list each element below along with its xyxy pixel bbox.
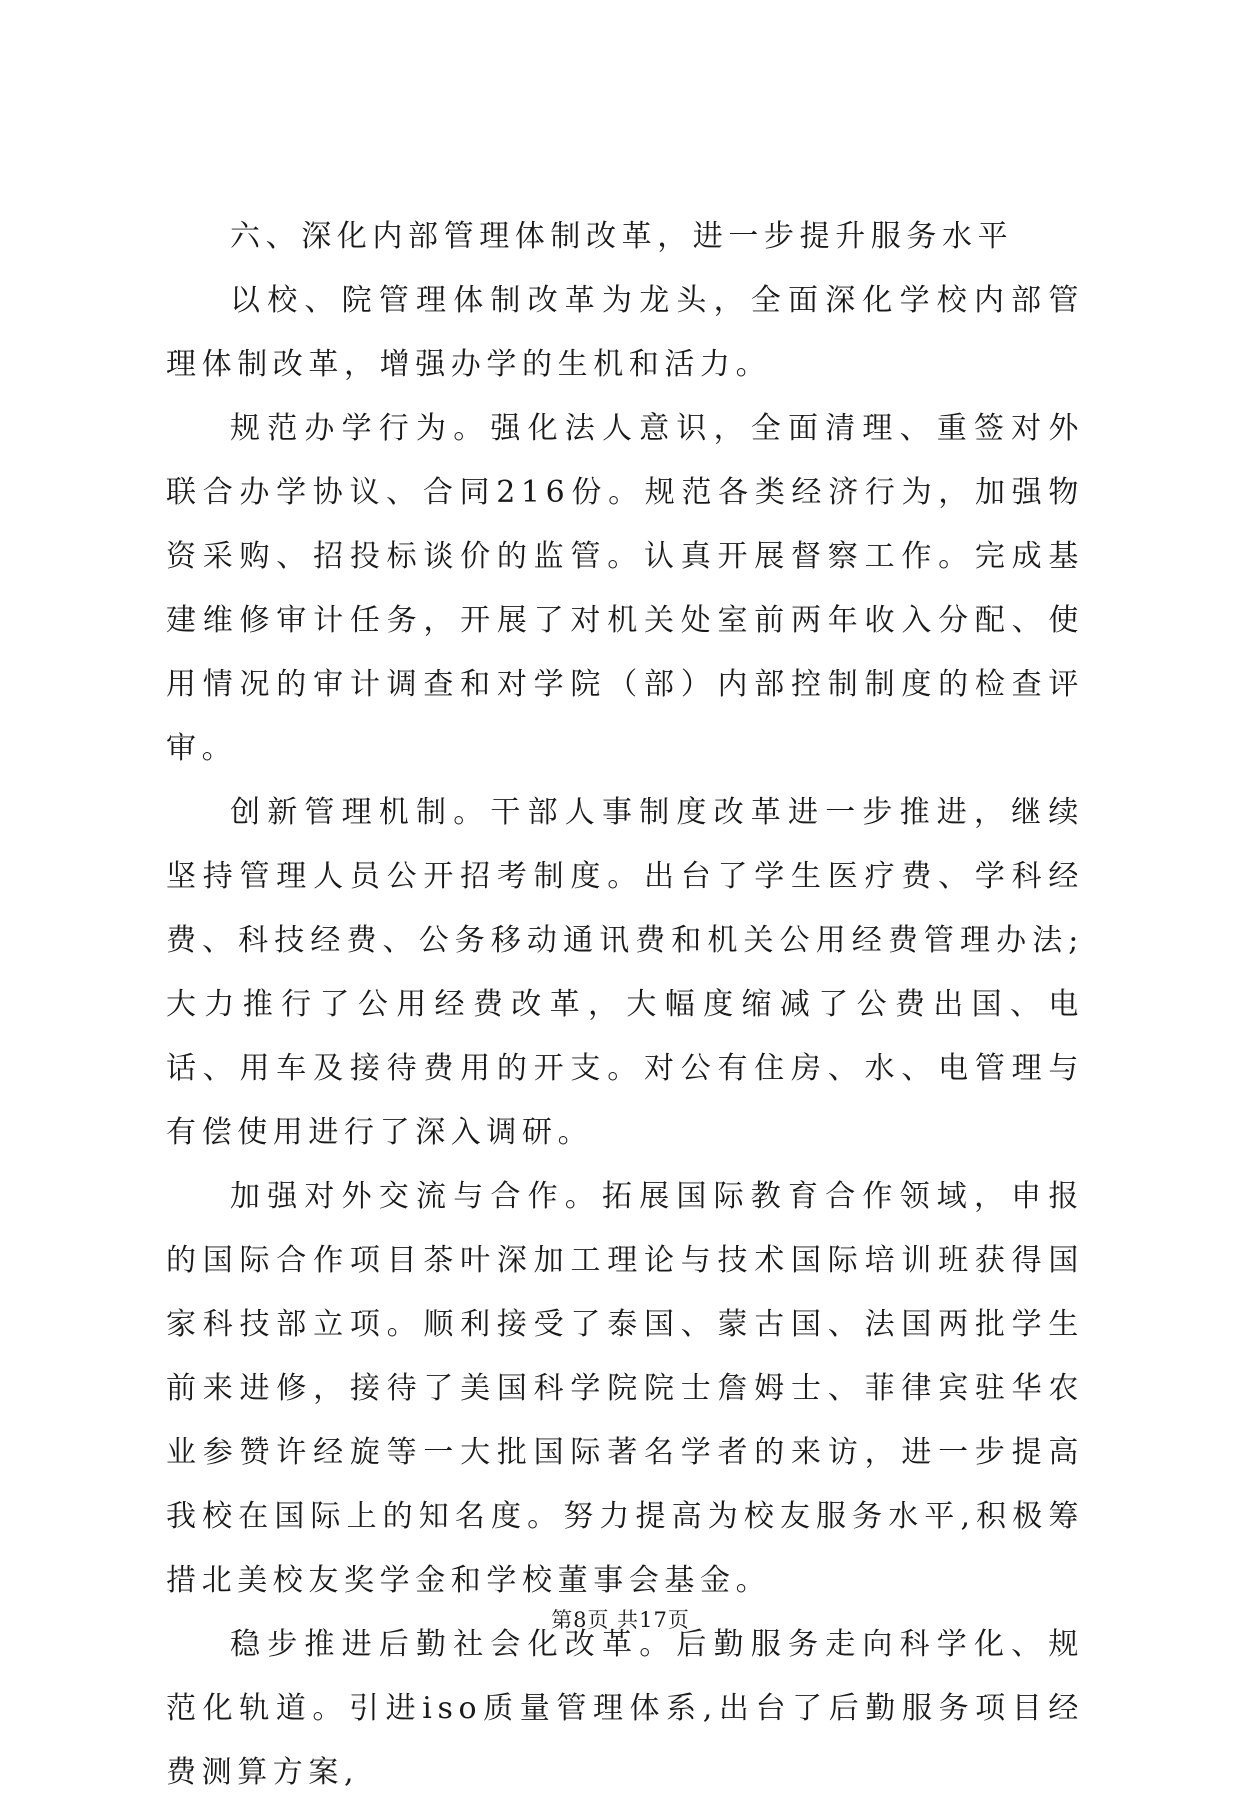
section-heading: 六、深化内部管理体制改革，进一步提升服务水平 bbox=[230, 219, 1014, 254]
document-body bbox=[166, 205, 1084, 1805]
paragraph: 以校、院管理体制改革为龙头，全面深化学校内部管理体制改革，增强办学的生机和活力。 bbox=[166, 283, 1084, 382]
paragraph: 加强对外交流与合作。拓展国际教育合作领域，申报的国际合作项目茶叶深加工理论与技术国际培训班获得国家科技部立项。顺利接受了泰国、蒙古国、法国两批学生前来进修，接待了美国科学院院士詹姆士、菲律宾驻华农业参赞许经旋等一大批国际著名学者的来访，进一步提高我校在国际上的知名度。努力提高为校友服务水平,积极筹措北美校友奖学金和学校董事会基金。 bbox=[166, 1179, 1084, 1598]
page-number-footer: 第8页 共17页 bbox=[551, 1608, 690, 1632]
paragraph: 规范办学行为。强化法人意识，全面清理、重签对外联合办学协议、合同216份。规范各类经济行为，加强物资采购、招投标谈价的监管。认真开展督察工作。完成基建维修审计任务，开展了对机关处室前两年收入分配、使用情况的审计调查和对学院（部）内部控制制度的检查评审。 bbox=[166, 411, 1084, 766]
paragraph: 创新管理机制。干部人事制度改革进一步推进，继续坚持管理人员公开招考制度。出台了学生医疗费、学科经费、科技经费、公务移动通讯费和机关公用经费管理办法;大力推行了公用经费改革，大幅度缩减了公费出国、电话、用车及接待费用的开支。对公有住房、水、电管理与有偿使用进行了深入调研。 bbox=[166, 795, 1084, 1150]
paragraph: 稳步推进后勤社会化改革。后勤服务走向科学化、规范化轨道。引进iso质量管理体系,出台了后勤服务项目经费测算方案, bbox=[166, 1627, 1084, 1790]
